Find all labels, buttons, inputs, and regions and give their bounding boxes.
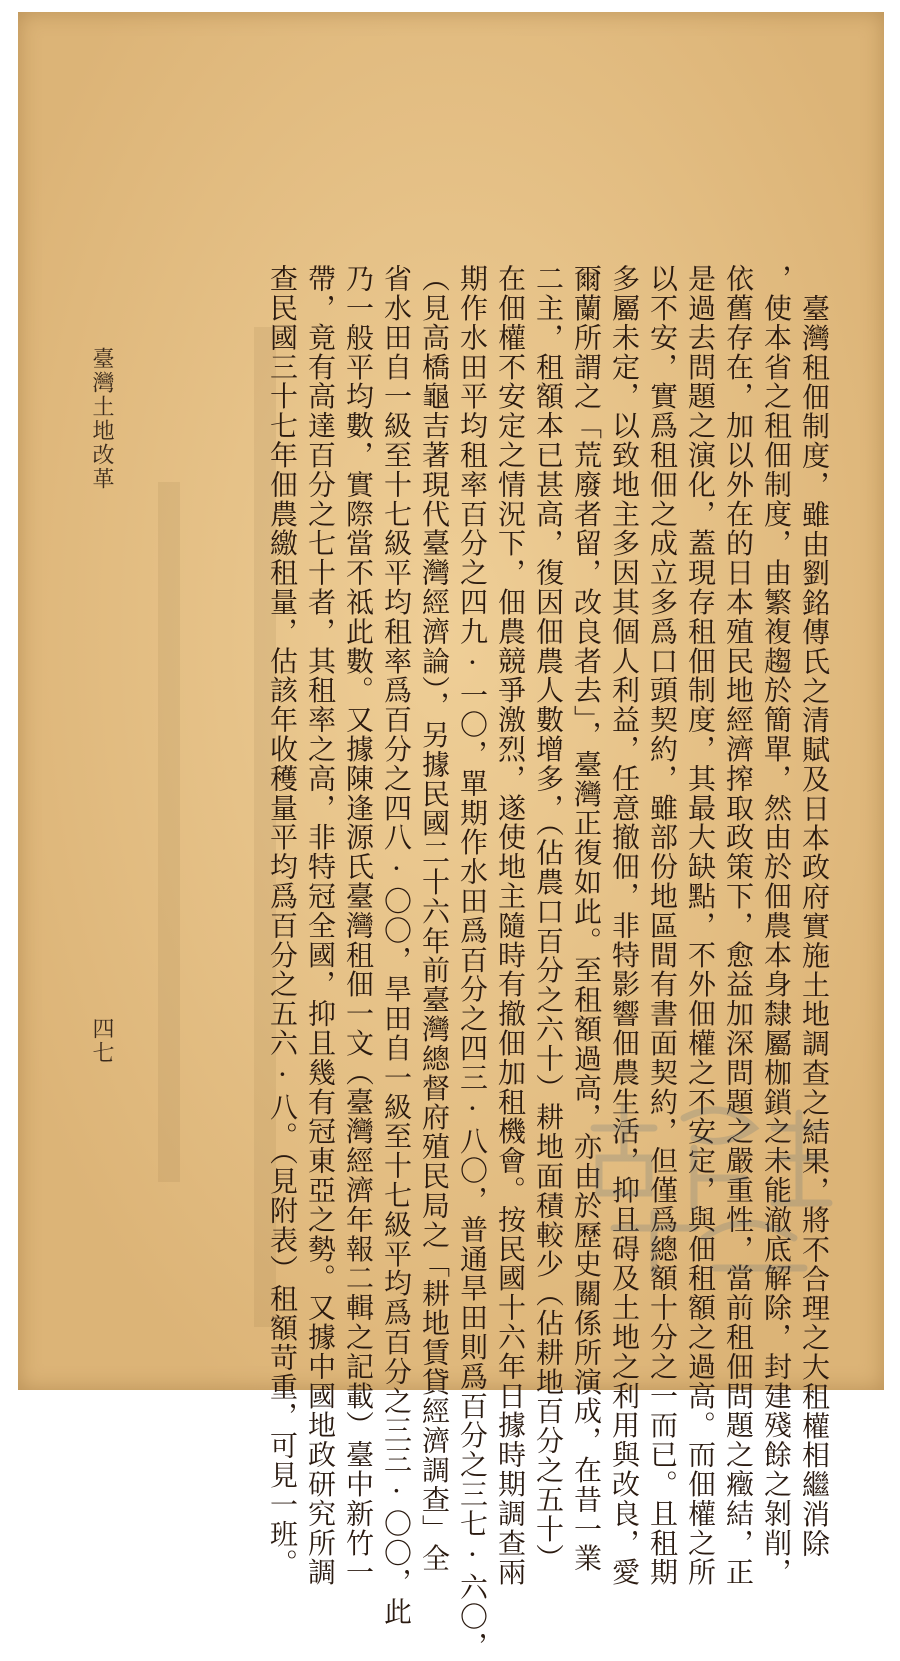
text-column-5: 以不安，實爲租佃之成立多爲口頭契約，雖部份地區間有書面契約，但僅爲總額十分之一而已。且租期 <box>646 264 679 1587</box>
text-column-4: 是過去問題之演化，蓋現存租佃制度，其最大缺點，不外佃權之不安定，與佃租額之過高。而佃權之所 <box>684 264 717 1587</box>
text-column-9: 在佃權不安定之情況下，佃農競爭激烈，遂使地主隨時有撤佃加租機會。按民國十六年日據時期調查兩 <box>494 264 527 1587</box>
page-number: 四七 <box>89 1017 114 1065</box>
text-column-14: 帶，竟有高達百分之七十者，其租率之高，非特冠全國，抑且幾有冠東亞之勢。又據中國地政研究所調 <box>304 264 337 1587</box>
book-page <box>18 12 884 1661</box>
text-column-13: 乃一般平均數，實際當不祗此數。又據陳逢源氏臺灣租佃一文（臺灣經濟年報二輯之記載）臺中新竹一 <box>342 264 375 1587</box>
text-column-2: ，使本省之租佃制度，由繁複趨於簡單，然由於佃農本身隸屬枷鎖之未能澈底解除，封建殘餘之剝削， <box>760 264 793 1587</box>
text-column-12: 省水田自一級至十七級平均租率爲百分之四八·〇〇，旱田自一級至十七級平均爲百分之三三·〇〇，此 <box>380 264 413 1627</box>
text-column-6: 多屬未定，以致地主多因其個人利益，任意撤佃，非特影響佃農生活，抑且碍及土地之利用與改良，愛 <box>608 264 641 1587</box>
text-column-1: 臺灣租佃制度，雖由劉銘傳氏之清賦及日本政府實施土地調查之結果，將不合理之大租權相繼消除 <box>798 294 831 1559</box>
running-title: 臺灣土地改革 <box>89 347 114 491</box>
bleed-through-shadow <box>158 482 180 1182</box>
text-column-11: （見高橋龜吉著現代臺灣經濟論），另據民國二十六年前臺灣總督府殖民局之「耕地賃貸經濟調查」全 <box>418 264 451 1573</box>
text-column-7: 爾蘭所謂之「荒廢者留，改良者去」，臺灣正復如此。至租額過高，亦由於歷史關係所演成，在昔一業 <box>570 264 603 1573</box>
text-column-15: 查民國三十七年佃農繳租量，估該年收穫量平均爲百分之五六·八。（見附表）租額苛重，可見一班。 <box>266 264 299 1578</box>
text-column-10: 期作水田平均租率百分之四九·一〇，單期作水田爲百分之四三·八〇，普通旱田則爲百分之三七·六〇， <box>456 264 489 1661</box>
library-watermark-logo <box>554 1088 854 1298</box>
text-column-8: 二主，租額本已甚高，復因佃農人數增多，（佔農口百分之六十）耕地面積較少（佔耕地百分之五十） <box>532 264 565 1573</box>
text-column-3: 依舊存在，加以外在的日本殖民地經濟搾取政策下，愈益加深問題之嚴重性，當前租佃問題之癥結，正 <box>722 264 755 1587</box>
